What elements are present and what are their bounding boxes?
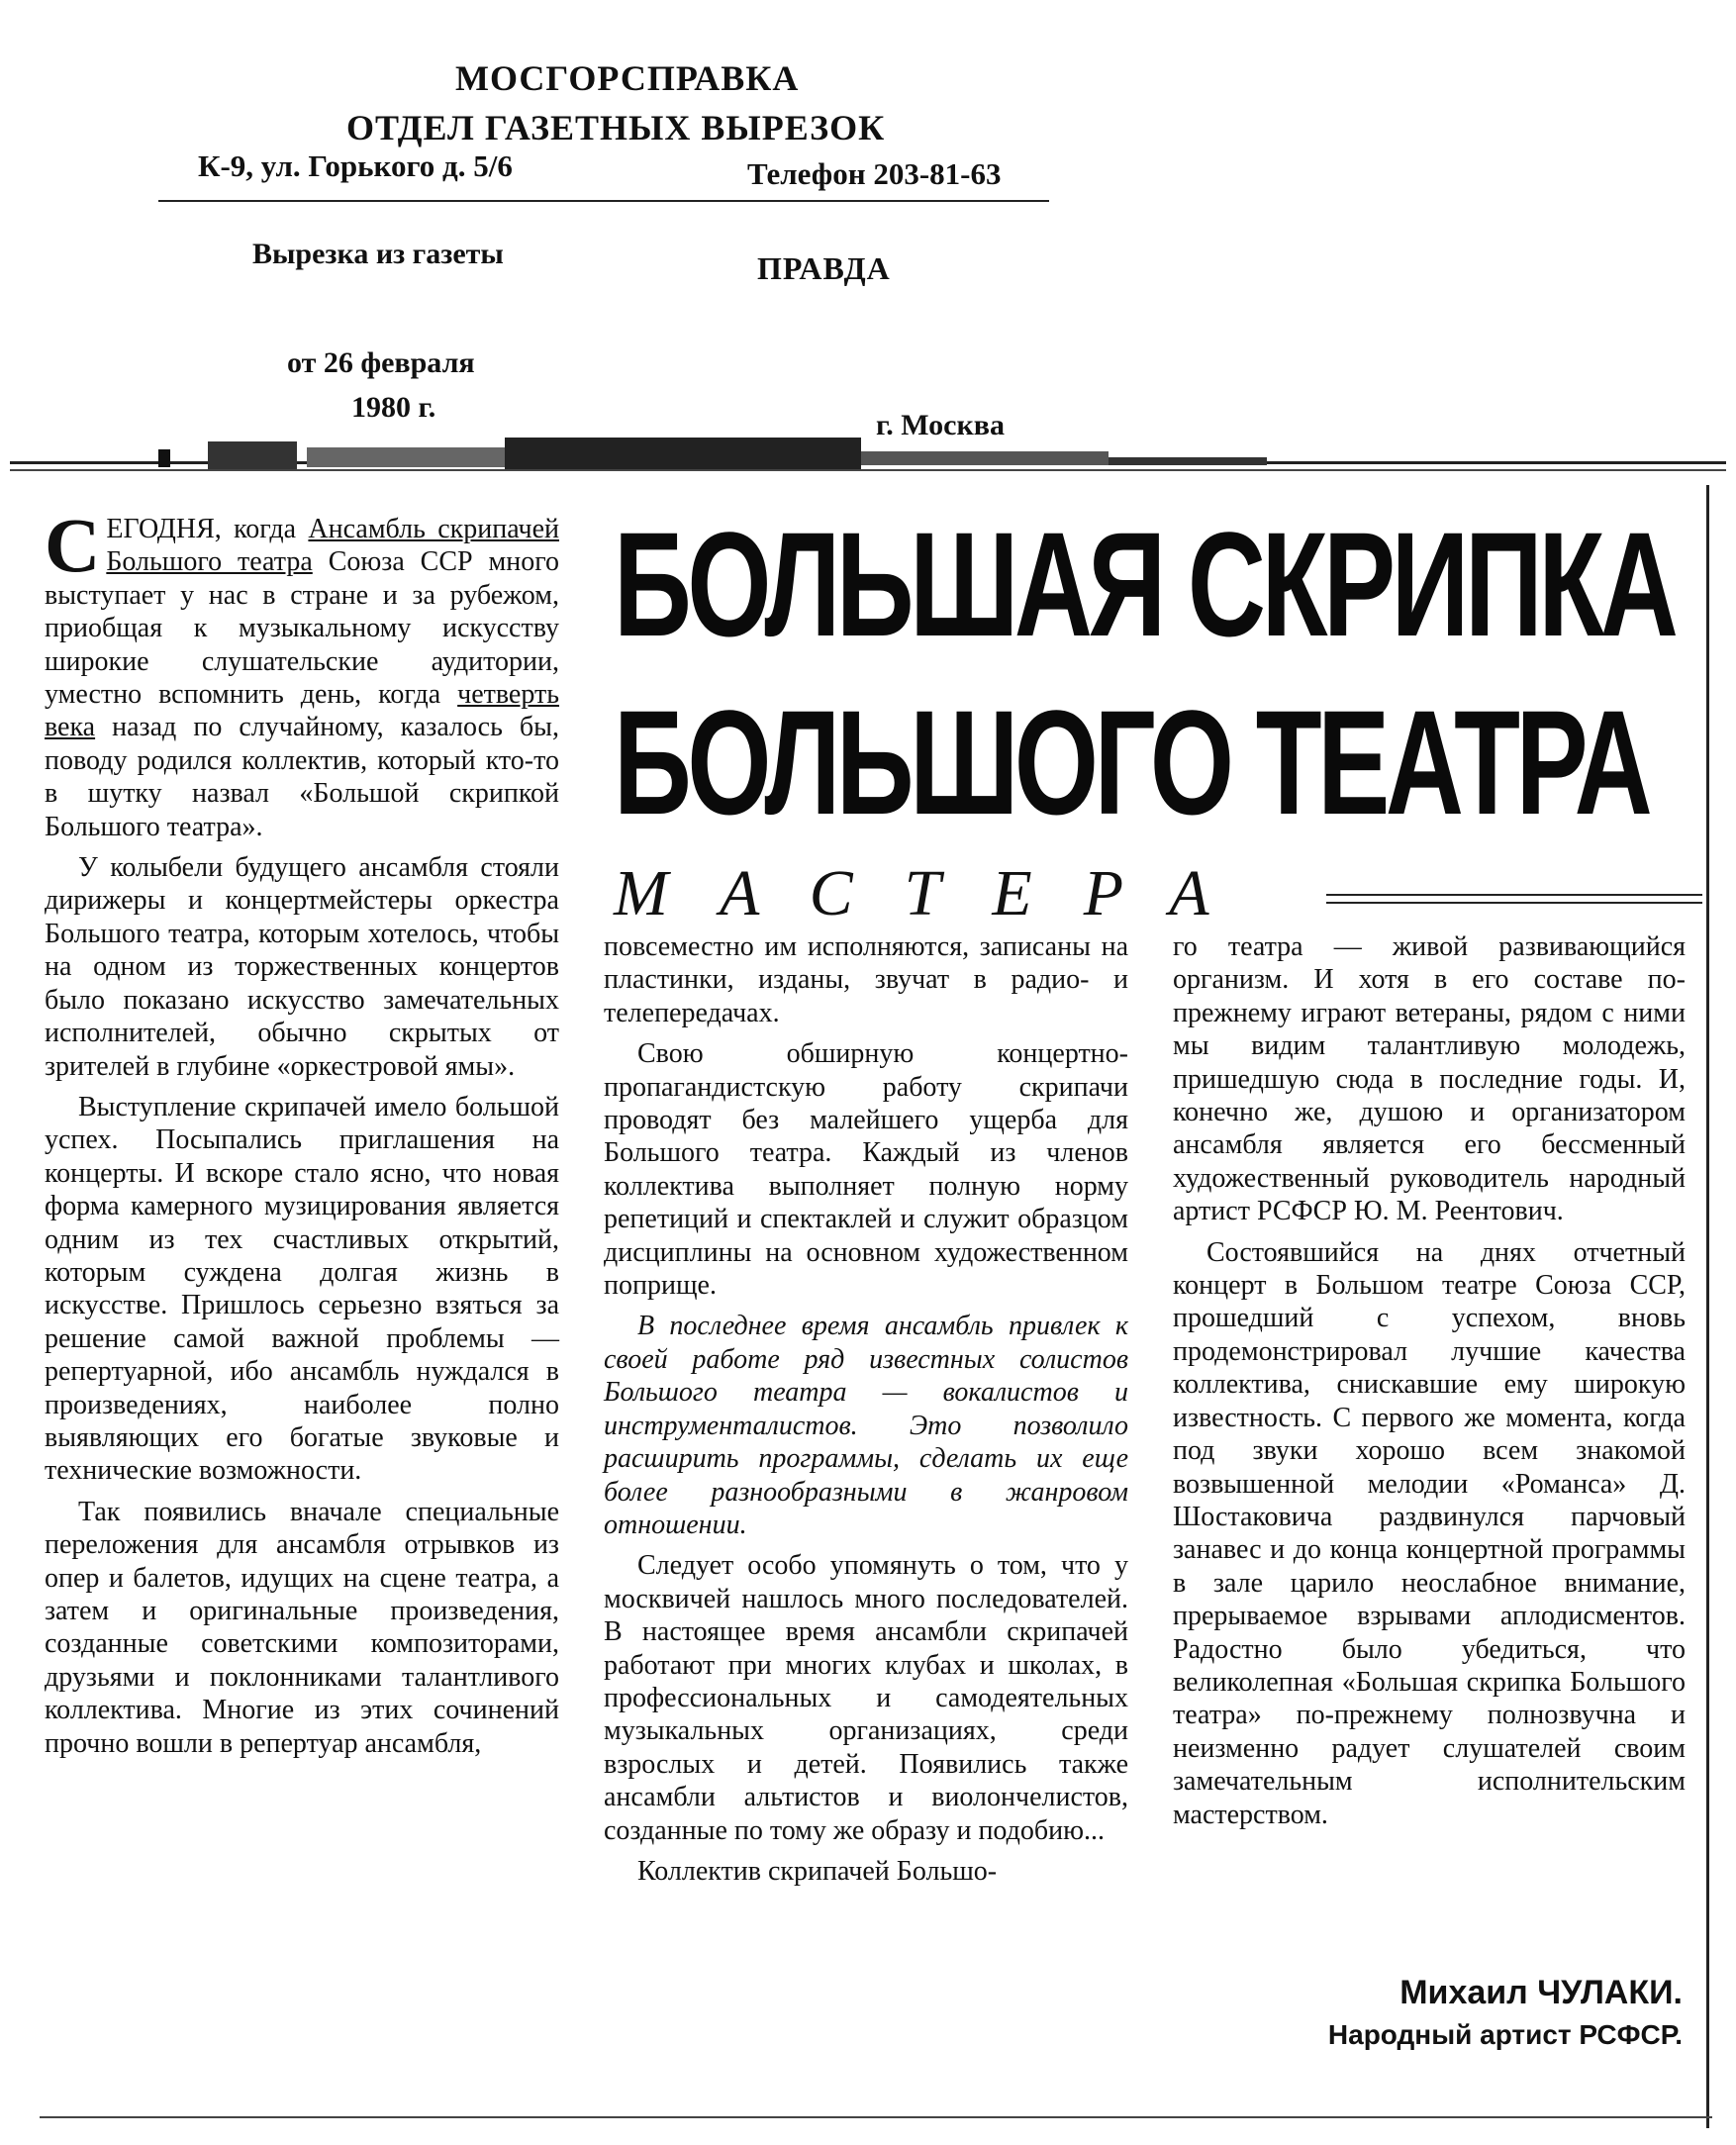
drop-cap: С [45, 502, 101, 588]
stamp-newspaper: ПРАВДА [757, 250, 891, 286]
stamp-date: от 26 февраля [287, 346, 475, 379]
stamp-department: ОТДЕЛ ГАЗЕТНЫХ ВЫРЕЗОК [346, 108, 886, 147]
rubric-label: МАСТЕРА [614, 857, 1261, 929]
headline-line-2: БОЛЬШОГО ТЕАТРА [614, 679, 1649, 845]
rubric [614, 856, 1702, 929]
paragraph: Свою обширную концертно-пропагандистскую работу скрипачи проводят без малейшего ущерба для Большого театра. Каждый из членов коллектива выполняет полную норму репетиций и спектаклей и служит образцом дисциплины на основном художественном поприще. [604, 1038, 1128, 1302]
underlined-phrase: четверть века [45, 679, 559, 743]
headline-line-1: БОЛЬШАЯ СКРИПКА [614, 501, 1675, 667]
paragraph: СЕГОДНЯ, когда Ансамбль скрипачей Большого театра Союза ССР много выступает у нас в стране и за рубежом, приобщая к музыкальному искусству широкие слушательские аудитории, уместно вспомнить день, когда четверть века назад по случайному, казалось бы, поводу родился коллектив, который кто-то в шутку назвал «Большой скрипкой Большого театра». [45, 502, 560, 842]
author-signature [1168, 1970, 1683, 2055]
paragraph: Следует особо упомянуть о том, что у москвичей нашлось много последователей. В настоящее время ансамбли скрипачей работают при многих клубах и школах, в профессиональных и самодеятельных музыкальных организациях, среди взрослых и детей. Появились также ансамбли альтистов и виолончелистов, созданные по тому же образу и подобию... [604, 1550, 1128, 1846]
paragraph: повсеместно им исполняются, записаны на пластинки, изданы, звучат в радио- и телепередачах. [604, 931, 1128, 1028]
paragraph: Коллектив скрипачей Большо- [637, 1855, 998, 1887]
rubric-rule-2 [1326, 902, 1702, 904]
author-title: Народный артист РСФСР. [1327, 2019, 1683, 2050]
stamp-divider [158, 200, 1049, 202]
paragraph: Выступление скрипачей имело большой успех. Посыпались приглашения на концерты. И вскоре стало ясно, что новая форма камерного музицирования является одним из тех счастливых открытий, которым суждена долгая жизнь в искусстве. Пришлось серьезно взяться за решение самой важной проблемы — репертуарной, ибо ансамбль нуждался в произведениях, наиболее полно выявляющих его богатые звуковые и технические возможности. [45, 1091, 559, 1487]
bottom-rule [40, 2116, 1712, 2118]
article-column-1 [45, 502, 560, 1768]
paragraph: Так появились вначале специальные переложения для ансамбля отрывков из опер и балетов, идущих на сцене театра, а затем и оригинальные произведения, созданные советскими композиторами, друзьями и поклонниками талантливого коллектива. Многие из этих сочинений прочно вошли в репертуар ансамбля, [45, 1496, 559, 1759]
article-column-2 [604, 930, 1128, 1896]
rubric-rule [1326, 894, 1702, 896]
clipping-stamp [0, 0, 1736, 475]
stamp-phone: Телефон 203-81-63 [747, 156, 1002, 191]
stamp-address: К-9, ул. Горького д. 5/6 [198, 148, 513, 183]
stamp-agency: МОСГОРСПРАВКА [455, 58, 800, 98]
article-column-3 [1173, 930, 1686, 1839]
stamp-clip-label: Вырезка из газеты [252, 238, 504, 270]
paragraph: У колыбели будущего ансамбля стояли дирижеры и концертмейстеры оркестра Большого театра, которым хотелось, чтобы на одном из торжественных концертов было показано искусство замечательных исполнителей, обычно скрытых от зрителей в глубине «оркестровой ямы». [45, 852, 559, 1082]
paragraph: В последнее время ансамбль привлек к своей работе ряд известных солистов Большого театра — вокалистов и инструменталистов. Это позволило расширить программы, сделать их еще более разнообразными в жанровом отношении. [604, 1311, 1128, 1540]
article-headline [614, 501, 1702, 845]
underlined-phrase: Ансамбль скрипачей Большого театра [106, 514, 559, 578]
author-name: Михаил ЧУЛАКИ. [1399, 1974, 1683, 2011]
clipping-edge-line [1706, 485, 1709, 2128]
torn-edge-band [10, 436, 1726, 485]
paragraph: Состоявшийся на днях отчетный концерт в Большом театре Союза ССР, прошедший с успехом, вновь продемонстрировал лучшие качества коллектива, снискавшие ему широкую известность. С первого же момента, когда под звуки хорошо всем знакомой возвышенной мелодии «Романса» Д. Шостаковича раздвинулся парчовый занавес и до конца концертной программы в зале царило неослабное внимание, прерываемое взрывами аплодисментов. Радостно было убедиться, что великолепная «Большая скрипка Большого театра» по-прежнему полнозвучна и неизменно радует слушателей своим замечательным исполнительским мастерством. [1173, 1236, 1686, 1830]
paragraph: го театра — живой развивающийся организм. И хотя в его составе по-прежнему играют ветераны, рядом с ними мы видим талантливую молодежь, пришедшую сюда в последние годы. И, конечно же, душою и организатором ансамбля является его бессменный художественный руководитель народный артист РСФСР Ю. М. Реентович. [1173, 931, 1686, 1227]
stamp-city: г. Москва [876, 409, 1005, 441]
stamp-year: 1980 г. [351, 391, 436, 424]
